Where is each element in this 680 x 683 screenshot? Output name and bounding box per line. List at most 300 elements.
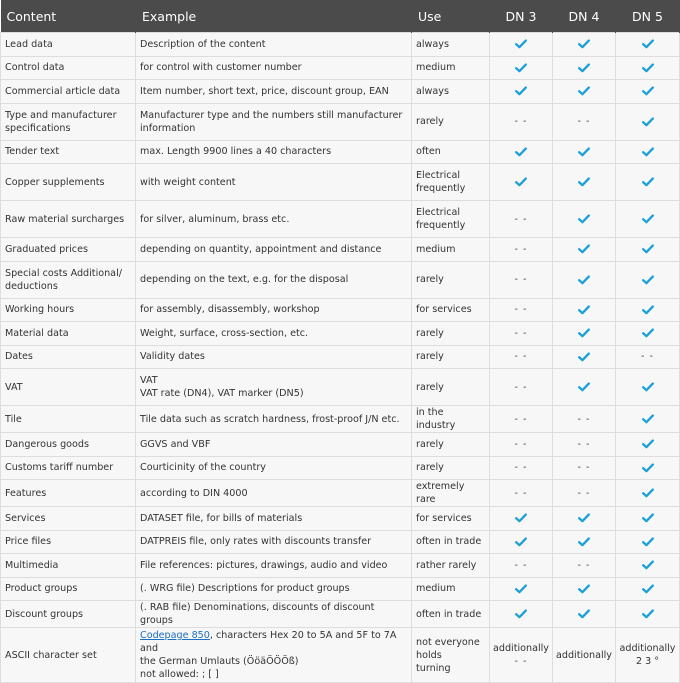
- example-text: (. RAB file) Denominations, discounts of discount groups: [140, 602, 375, 626]
- cell-use: [412, 201, 490, 238]
- use-text: Electrical: [416, 170, 461, 181]
- example-text: (. WRG file) Descriptions for product groups: [140, 583, 350, 595]
- cell-dn4: [553, 201, 616, 238]
- example-text: GGVS and VBF: [140, 438, 211, 450]
- example-text: the German Umlauts (ÖöäÖÖÖß): [140, 656, 299, 667]
- cell-example: [136, 554, 412, 578]
- not-supported-mark: - -: [577, 116, 591, 127]
- use-text: always: [416, 38, 449, 50]
- cell-dn4: [553, 628, 616, 683]
- cell-dn5: [616, 530, 680, 554]
- use-text: rarely: [416, 327, 444, 339]
- example-text: Tile data such as scratch hardness, frost-proof J/N etc.: [140, 413, 400, 425]
- example-text: Courticinity of the country: [140, 462, 266, 474]
- check-icon: [553, 39, 615, 49]
- cell-content: [1, 456, 136, 480]
- use-text: frequently: [416, 183, 466, 194]
- cell-example: [136, 628, 412, 683]
- content-text: Commercial article data: [5, 85, 121, 97]
- cell-content: [1, 433, 136, 457]
- example-text: Manufacturer type and the numbers still manufacturer: [140, 109, 403, 121]
- example-text: information: [140, 122, 196, 134]
- cell-use: [412, 456, 490, 480]
- check-icon: [616, 177, 679, 187]
- cell-dn4: [553, 164, 616, 201]
- cell-content: ASCII character set: [1, 628, 136, 683]
- table-row: [1, 507, 680, 531]
- mark-text: - -: [514, 656, 528, 667]
- cell-example: [136, 261, 412, 298]
- check-icon: [616, 86, 679, 96]
- content-text: VAT: [5, 381, 23, 393]
- cell-dn3: [490, 322, 553, 346]
- example-text: for control with customer number: [140, 62, 302, 74]
- table-row: [1, 369, 680, 406]
- content-text: Tender text: [5, 146, 60, 158]
- cell-dn5: [616, 201, 680, 238]
- cell-example: [136, 164, 412, 201]
- example-text: Item number, short text, price, discount group, EAN: [140, 85, 389, 97]
- use-text: not everyone: [416, 636, 480, 648]
- cell-dn3: [490, 238, 553, 262]
- cell-content: [1, 261, 136, 298]
- example-text: File references: pictures, drawings, audio and video: [140, 559, 388, 571]
- cell-content: [1, 601, 136, 628]
- table-row: [1, 480, 680, 507]
- check-icon: [616, 63, 679, 73]
- table-row-ascii: [1, 628, 680, 683]
- cell-dn3: [490, 433, 553, 457]
- header-dn5: DN 5: [616, 0, 680, 33]
- use-text: Electrical: [416, 207, 461, 218]
- check-icon: [553, 382, 615, 392]
- cell-dn4: [553, 80, 616, 104]
- check-icon: [553, 86, 615, 96]
- use-text: for services: [416, 304, 472, 316]
- use-text: rarely: [416, 438, 444, 450]
- cell-example: [136, 369, 412, 406]
- cell-dn5: [616, 406, 680, 433]
- check-icon: [616, 147, 679, 157]
- use-text: medium: [416, 583, 456, 595]
- table-row: [1, 530, 680, 554]
- cell-use: [412, 507, 490, 531]
- example-text: Description of the content: [140, 38, 266, 50]
- cell-dn3: [490, 577, 553, 601]
- cell-dn3: [490, 33, 553, 57]
- cell-dn5: [616, 628, 680, 683]
- check-icon: [616, 488, 679, 498]
- cell-dn5: [616, 164, 680, 201]
- cell-example: [136, 238, 412, 262]
- cell-use: [412, 261, 490, 298]
- cell-example: [136, 345, 412, 369]
- not-supported-mark: - -: [641, 351, 654, 363]
- cell-use: [412, 164, 490, 201]
- cell-content: [1, 507, 136, 531]
- cell-content: [1, 238, 136, 262]
- cell-dn3: [490, 80, 553, 104]
- table-row: [1, 433, 680, 457]
- cell-dn4: [553, 322, 616, 346]
- cell-dn3: [490, 298, 553, 322]
- not-supported-mark: - -: [514, 213, 528, 225]
- use-text: rarely: [416, 462, 444, 474]
- cell-dn5: [616, 80, 680, 104]
- cell-dn5: [616, 601, 680, 628]
- cell-dn5: [616, 103, 680, 140]
- content-text: Product groups: [5, 583, 78, 595]
- check-icon: [616, 275, 679, 285]
- table-row: [1, 554, 680, 578]
- cell-dn4: [553, 298, 616, 322]
- cell-dn3: [490, 601, 553, 628]
- cell-dn4: [553, 140, 616, 164]
- cell-content: [1, 164, 136, 201]
- content-text: Services: [5, 512, 46, 524]
- example-text: according to DIN 4000: [140, 487, 248, 499]
- cell-dn5: [616, 33, 680, 57]
- check-icon: [616, 117, 679, 127]
- cell-dn5: [616, 480, 680, 507]
- check-icon: [490, 177, 552, 187]
- cell-content: [1, 530, 136, 554]
- use-text: always: [416, 85, 449, 97]
- check-icon: [553, 147, 615, 157]
- use-text: medium: [416, 243, 456, 255]
- check-icon: [553, 328, 615, 338]
- not-supported-mark: - -: [514, 327, 528, 339]
- cell-content: [1, 140, 136, 164]
- cell-use: [412, 577, 490, 601]
- cell-dn4: [553, 530, 616, 554]
- cell-example: [136, 601, 412, 628]
- use-text: rarely: [416, 351, 444, 363]
- cell-dn4: [553, 456, 616, 480]
- example-text: for silver, aluminum, brass etc.: [140, 213, 290, 225]
- cell-dn3: [490, 140, 553, 164]
- content-text: Copper supplements: [5, 176, 105, 188]
- codepage-link[interactable]: Codepage 850: [140, 630, 210, 641]
- content-text: Multimedia: [5, 559, 59, 571]
- header-example: Example: [136, 0, 412, 33]
- use-text: rarely: [416, 381, 444, 393]
- cell-dn4: [553, 601, 616, 628]
- cell-dn4: [553, 369, 616, 406]
- cell-example: [136, 56, 412, 80]
- example-text: VAT: [140, 375, 158, 386]
- cell-content: [1, 201, 136, 238]
- cell-example: [136, 480, 412, 507]
- cell-dn3: [490, 507, 553, 531]
- content-text: Customs tariff number: [5, 462, 114, 474]
- cell-dn4: [553, 103, 616, 140]
- mark-text: 2 3 °: [635, 656, 660, 667]
- content-text: specifications: [5, 122, 71, 134]
- cell-use: [412, 140, 490, 164]
- cell-example: [136, 433, 412, 457]
- check-icon: [553, 177, 615, 187]
- cell-dn5: [616, 554, 680, 578]
- content-text: Discount groups: [5, 608, 84, 620]
- content-text: deductions: [5, 280, 58, 292]
- cell-content: [1, 33, 136, 57]
- use-text: medium: [416, 62, 456, 74]
- cell-dn5: [616, 261, 680, 298]
- cell-content: [1, 80, 136, 104]
- cell-content: [1, 480, 136, 507]
- example-text: VAT rate (DN4), VAT marker (DN5): [140, 388, 304, 399]
- cell-dn3: [490, 530, 553, 554]
- cell-dn4: [553, 33, 616, 57]
- cell-use: [412, 33, 490, 57]
- check-icon: [616, 39, 679, 49]
- cell-use: [412, 322, 490, 346]
- use-text: often in trade: [416, 536, 482, 548]
- example-text: Weight, surface, cross-section, etc.: [140, 327, 309, 339]
- not-supported-mark: - -: [577, 559, 591, 571]
- cell-dn4: [553, 577, 616, 601]
- cell-dn3: [490, 261, 553, 298]
- use-text: frequently: [416, 220, 466, 231]
- check-icon: [616, 560, 679, 570]
- cell-example: [136, 201, 412, 238]
- not-supported-mark: - -: [577, 487, 591, 499]
- cell-dn4: [553, 480, 616, 507]
- use-text: extremely rare: [416, 481, 465, 505]
- example-text: depending on quantity, appointment and distance: [140, 243, 382, 255]
- not-supported-mark: - -: [514, 351, 528, 363]
- use-text: for services: [416, 512, 472, 524]
- cell-use: [412, 369, 490, 406]
- table-row: [1, 456, 680, 480]
- check-icon: [490, 537, 552, 547]
- table-row: [1, 56, 680, 80]
- example-text: depending on the text, e.g. for the disposal: [140, 274, 349, 285]
- example-text: Validity dates: [140, 351, 205, 363]
- cell-dn4: [553, 433, 616, 457]
- check-icon: [616, 537, 679, 547]
- cell-dn4: [553, 507, 616, 531]
- table-row: [1, 601, 680, 628]
- content-text: Special costs Additional/: [5, 267, 122, 279]
- cell-dn5: [616, 322, 680, 346]
- check-icon: [616, 609, 679, 619]
- example-text: for assembly, disassembly, workshop: [140, 304, 320, 316]
- cell-use: [412, 433, 490, 457]
- table-row: [1, 140, 680, 164]
- check-icon: [616, 214, 679, 224]
- check-icon: [616, 244, 679, 254]
- header-use: Use: [412, 0, 490, 33]
- cell-content: [1, 298, 136, 322]
- check-icon: [616, 584, 679, 594]
- example-text: DATASET file, for bills of materials: [140, 512, 303, 524]
- check-icon: [616, 414, 679, 424]
- check-icon: [490, 63, 552, 73]
- cell-example: [136, 322, 412, 346]
- cell-dn5: [616, 456, 680, 480]
- check-icon: [490, 39, 552, 49]
- check-icon: [553, 214, 615, 224]
- cell-example: [136, 530, 412, 554]
- mark-text: additionally: [493, 643, 549, 654]
- cell-example: [136, 577, 412, 601]
- cell-dn4: [553, 345, 616, 369]
- check-icon: [553, 275, 615, 285]
- content-text: Features: [5, 487, 47, 499]
- mark-text: additionally: [619, 643, 676, 654]
- check-icon: [490, 609, 552, 619]
- cell-example: [136, 456, 412, 480]
- check-icon: [490, 584, 552, 594]
- table-row: [1, 345, 680, 369]
- content-text: Dangerous goods: [5, 438, 89, 450]
- check-icon: [553, 63, 615, 73]
- cell-dn3: [490, 628, 553, 683]
- cell-dn3: [490, 56, 553, 80]
- cell-dn4: [553, 238, 616, 262]
- not-supported-mark: - -: [514, 243, 528, 255]
- cell-dn3: [490, 345, 553, 369]
- cell-example: [136, 406, 412, 433]
- table-row: [1, 261, 680, 298]
- cell-use: [412, 345, 490, 369]
- not-supported-mark: - -: [514, 462, 528, 474]
- table-row: [1, 103, 680, 140]
- cell-dn3: [490, 406, 553, 433]
- check-icon: [553, 537, 615, 547]
- example-text: max. Length 9900 lines a 40 characters: [140, 146, 332, 158]
- example-text: DATPREIS file, only rates with discounts transfer: [140, 536, 372, 548]
- content-text: Graduated prices: [5, 243, 88, 255]
- content-text: Control data: [5, 62, 65, 74]
- not-supported-mark: - -: [577, 438, 591, 450]
- check-icon: [553, 305, 615, 315]
- not-supported-mark: - -: [514, 559, 528, 571]
- cell-dn3: [490, 480, 553, 507]
- use-text: often: [416, 146, 441, 158]
- cell-dn5: [616, 140, 680, 164]
- not-supported-mark: - -: [514, 487, 528, 499]
- use-text: turning: [416, 662, 451, 674]
- table-row: [1, 201, 680, 238]
- not-supported-mark: - -: [514, 438, 528, 450]
- content-text: Type and manufacturer: [5, 109, 117, 121]
- not-supported-mark: - -: [577, 413, 591, 425]
- cell-use: [412, 103, 490, 140]
- not-supported-mark: - -: [514, 381, 528, 393]
- cell-content: [1, 577, 136, 601]
- not-supported-mark: - -: [514, 116, 528, 127]
- check-icon: [553, 609, 615, 619]
- cell-use: [412, 628, 490, 683]
- table-row: [1, 80, 680, 104]
- use-text: in the industry: [416, 407, 456, 431]
- cell-use: [412, 80, 490, 104]
- content-text: Tile: [5, 413, 22, 425]
- table-row: [1, 577, 680, 601]
- cell-content: [1, 554, 136, 578]
- check-icon: [553, 352, 615, 362]
- cell-dn5: [616, 507, 680, 531]
- cell-dn3: [490, 456, 553, 480]
- cell-content: [1, 369, 136, 406]
- cell-content: [1, 56, 136, 80]
- cell-dn4: [553, 554, 616, 578]
- table-row: [1, 238, 680, 262]
- content-text: Material data: [5, 327, 69, 339]
- check-icon: [490, 147, 552, 157]
- content-text: Raw material surcharges: [5, 213, 125, 225]
- content-text: Price files: [5, 536, 52, 548]
- cell-use: [412, 530, 490, 554]
- example-text: with weight content: [140, 176, 236, 188]
- cell-dn3: [490, 164, 553, 201]
- header-content: Content: [1, 0, 136, 33]
- check-icon: [490, 86, 552, 96]
- cell-dn5: [616, 298, 680, 322]
- check-icon: [616, 463, 679, 473]
- cell-use: [412, 238, 490, 262]
- cell-example: [136, 80, 412, 104]
- cell-dn3: [490, 103, 553, 140]
- not-supported-mark: - -: [514, 413, 528, 425]
- table-row: [1, 298, 680, 322]
- cell-dn5: [616, 56, 680, 80]
- content-text: Working hours: [5, 304, 75, 316]
- check-icon: [553, 513, 615, 523]
- use-text: rarely: [416, 116, 444, 127]
- content-text: Dates: [5, 351, 33, 363]
- cell-dn5: [616, 238, 680, 262]
- cell-use: [412, 406, 490, 433]
- cell-use: [412, 554, 490, 578]
- check-icon: [553, 584, 615, 594]
- not-supported-mark: - -: [514, 304, 528, 316]
- cell-use: [412, 480, 490, 507]
- cell-dn4: [553, 261, 616, 298]
- header-dn3: DN 3: [490, 0, 553, 33]
- cell-example: [136, 33, 412, 57]
- cell-dn5: [616, 345, 680, 369]
- use-text: often in trade: [416, 608, 482, 620]
- cell-use: [412, 298, 490, 322]
- cell-example: [136, 103, 412, 140]
- header-dn4: DN 4: [553, 0, 616, 33]
- cell-content: [1, 406, 136, 433]
- check-icon: [616, 513, 679, 523]
- cell-dn4: [553, 406, 616, 433]
- table-row: [1, 164, 680, 201]
- cell-dn3: [490, 369, 553, 406]
- use-text: rather rarely: [416, 559, 477, 571]
- cell-example: [136, 507, 412, 531]
- cell-use: [412, 56, 490, 80]
- check-icon: [553, 244, 615, 254]
- cell-use: [412, 601, 490, 628]
- cell-example: [136, 298, 412, 322]
- check-icon: [616, 328, 679, 338]
- table-row: [1, 322, 680, 346]
- mark-text: additionally: [556, 649, 612, 661]
- cell-content: [1, 103, 136, 140]
- cell-dn5: [616, 433, 680, 457]
- cell-dn5: [616, 577, 680, 601]
- example-text: not allowed: ; [ ]: [140, 669, 219, 680]
- table-row: [1, 33, 680, 57]
- cell-example: [136, 140, 412, 164]
